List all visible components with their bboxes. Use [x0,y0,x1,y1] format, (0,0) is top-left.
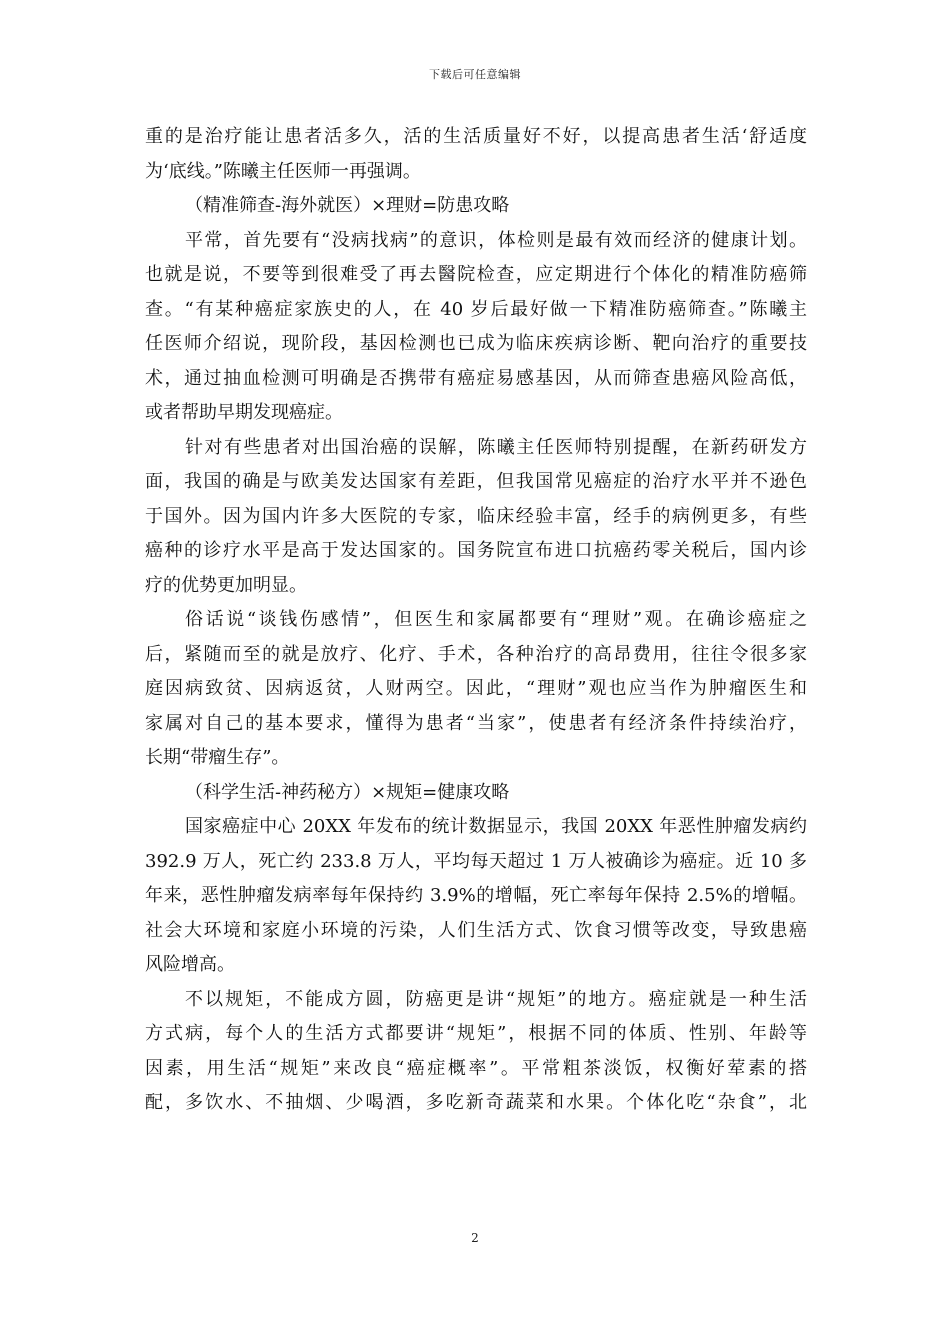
text-line: 也就是说，不要等到很难受了再去醫院检查，应定期进行个体化的精准防癌筛 [145,264,807,285]
text-line: 查。“有某种癌症家族史的人，在 40 岁后最好做一下精准防癌筛查。”陈曦主 [145,298,807,320]
text-line: 不以规矩，不能成方圆，防癌更是讲“规矩”的地方。癌症就是一种生活 [185,988,807,1010]
text-line: 年来，恶性肿瘤发病率每年保持约 3.9%的增幅，死亡率每年保持 2.5%的增幅。 [145,885,807,906]
text-line: 社会大环境和家庭小环境的污染，人们生活方式、饮食习惯等改变，导致患癌 [145,919,807,941]
text-line: 长期“带瘤生存”。 [145,747,290,768]
text-line: 平常，首先要有“没病找病”的意识，体检则是最有效而经济的健康计划。 [185,229,807,251]
text-line: 针对有些患者对出国治癌的误解，陈曦主任医师特别提醒，在新药研发方 [185,436,807,458]
text-line: 方式病，每个人的生活方式都要讲“规矩”，根据不同的体质、性别、年龄等 [145,1023,807,1044]
text-line: 392.9 万人，死亡约 233.8 万人，平均每天超过 1 万人被确诊为癌症。近 10 多 [145,850,807,872]
text-line: 家属对自己的基本要求，懂得为患者“当家”，使患者有经济条件持续治疗， [145,712,807,734]
text-line: 后，紧随而至的就是放疗、化疗、手术，各种治疗的高昂费用，往往令很多家 [145,643,807,665]
text-line: 配，多饮水、不抽烟、少喝酒，多吃新奇蔬菜和水果。个体化吃“杂食”，北 [145,1092,807,1113]
page-number: 2 [471,1231,479,1245]
document-body [145,120,807,1121]
page-header: 下载后可任意编辑 [429,68,521,81]
section-heading: （精准筛查-海外就医）×理财=防患攻略 [185,195,510,216]
text-line: 俗话说“谈钱伤感情”，但医生和家属都要有“理财”观。在确诊癌症之 [185,609,807,630]
text-line: 国家癌症中心 20XX 年发布的统计数据显示，我国 20XX 年恶性肿瘤发病约 [185,816,807,837]
text-line: 或者帮助早期发现癌症。 [145,402,343,423]
text-line: 风险增高。 [145,954,235,975]
text-line: 为‘底线。”陈曦主任医师一再强调。 [145,160,421,182]
text-line: 任医师介绍说，现阶段，基因检测也已成为临床疾病诊断、靶向治疗的重要技 [145,333,807,354]
text-line: 因素，用生活“规矩”来改良“癌症概率”。平常粗茶淡饭，权衡好荤素的搭 [145,1057,807,1079]
text-line: 癌种的诊疗水平是高于发达国家的。国务院宣布进口抗癌药零关税后，国内诊 [145,540,807,561]
text-line: 于国外。因为国内许多大医院的专家，临床经验丰富，经手的病例更多，有些 [145,505,807,527]
text-line: 疗的优势更加明显。 [145,574,307,596]
text-line: 重的是治疗能让患者活多久，活的生活质量好不好，以提高患者生活‘舒适度 [145,126,807,147]
text-line: 术，通过抽血检测可明确是否携带有癌症易感基因，从而筛查患癌风险高低， [145,367,807,389]
text-line: 面，我国的确是与欧美发达国家有差距，但我国常见癌症的治疗水平并不逊色 [145,471,807,492]
section-heading: （科学生活-神药秘方）×规矩=健康攻略 [185,781,510,803]
text-line: 庭因病致贫、因病返贫，人财两空。因此，“理财”观也应当作为肿瘤医生和 [145,678,807,699]
